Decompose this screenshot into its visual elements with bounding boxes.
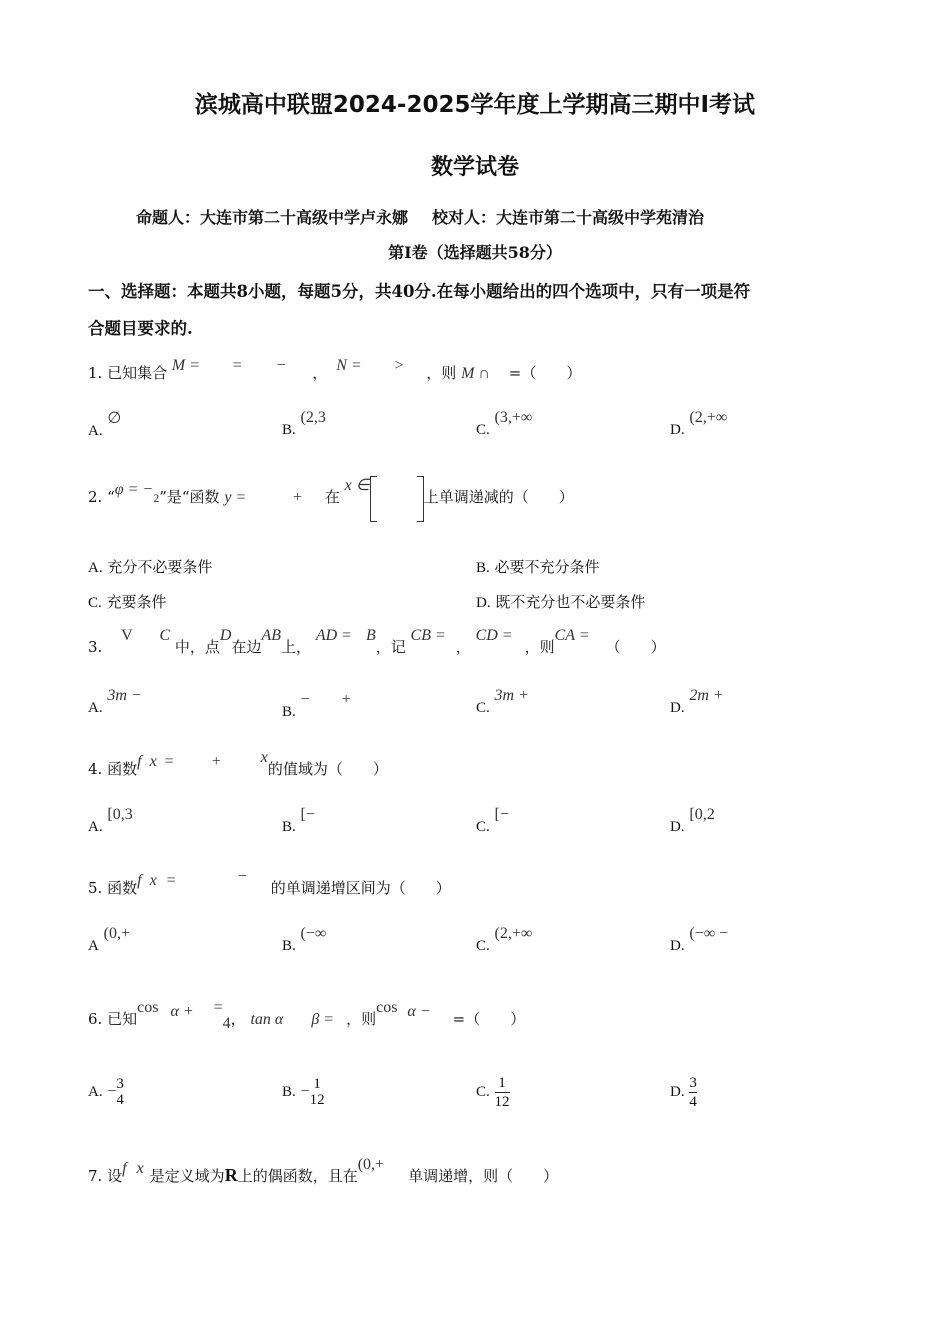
q3-option-a[interactable]: A. 3m −: [88, 687, 142, 716]
q4-option-a[interactable]: A. [0,3: [88, 806, 133, 835]
section-heading-line1: 一、选择题：本题共8小题，每题5分，共40分.在每小题给出的四个选项中，只有一项是符: [88, 282, 751, 301]
q6-option-c[interactable]: C. $\frac{1}{12}$: [476, 1074, 510, 1110]
q2-option-c[interactable]: C. 充要条件: [88, 593, 167, 611]
q1-option-a[interactable]: A. ∅: [88, 410, 122, 439]
volume-heading: 第Ⅰ卷（选择题共58分）: [388, 243, 562, 262]
q3-option-b[interactable]: B. − +: [282, 691, 351, 720]
question-6: 6. 已知cos α + =4， tan α β = ，则cos α − =（ ）: [88, 999, 526, 1032]
q4-option-b[interactable]: B. [−: [282, 806, 315, 835]
q4-option-d[interactable]: D. [0,2: [670, 806, 715, 835]
q5-option-a[interactable]: A (0,+: [88, 925, 130, 954]
question-7: 7. 设f x 是定义域为R上的偶函数，且在(0,+单调递增，则（ ）: [88, 1156, 559, 1185]
exam-subject: 数学试卷: [430, 155, 519, 180]
question-1: 1. 已知集合 M = = − ， N = > ，则 M ∩ =（ ）: [88, 357, 582, 382]
q4-option-c[interactable]: C. [−: [476, 806, 509, 835]
interval-bracket: [370, 476, 424, 520]
q2-option-a[interactable]: A. 充分不必要条件: [88, 558, 213, 576]
q1-option-c[interactable]: C. (3,+∞: [476, 409, 533, 438]
q5-option-c[interactable]: C. (2,+∞: [476, 925, 533, 954]
reviewer: 校对人：大连市第二十高级中学苑清治: [432, 208, 705, 227]
q3-option-c[interactable]: C. 3m +: [476, 687, 529, 716]
author-line: [136, 205, 704, 228]
section-heading-line2: 合题目要求的.: [88, 319, 193, 338]
q2-option-d[interactable]: D. 既不充分也不必要条件: [476, 593, 646, 611]
q1-option-d[interactable]: D. (2,+∞: [670, 409, 728, 438]
q3-option-d[interactable]: D. 2m +: [670, 687, 724, 716]
q6-option-a[interactable]: A. − 3 4: [88, 1076, 124, 1108]
q5-option-b[interactable]: B. (−∞: [282, 925, 327, 954]
q1-option-b[interactable]: B. (2,3: [282, 409, 326, 438]
question-3: 3. V C 中，点D在边AB上， AD = B，记 CB =， CD =，则CA =（ ）: [88, 627, 666, 656]
exam-title: 滨城高中联盟2024-2025学年度上学期高三期中Ⅰ考试: [194, 92, 756, 118]
author: 命题人：大连市第二十高级中学卢永娜: [136, 208, 409, 227]
q6-option-b[interactable]: B. − 1 12: [282, 1076, 325, 1108]
q2-option-b[interactable]: B. 必要不充分条件: [476, 558, 600, 576]
q5-option-d[interactable]: D. (−∞ −: [670, 925, 729, 954]
question-5: 5. 函数f x = −的单调递增区间为（ ）: [88, 868, 451, 897]
question-4: 4. 函数f x = + x的值域为（ ）: [88, 749, 388, 778]
q6-option-d[interactable]: D. $\frac{3}{4}$: [670, 1074, 697, 1110]
question-2: 2. “φ = −2”是“函数 y = + 在 x ∈上单调递减的（ ）: [88, 472, 574, 522]
